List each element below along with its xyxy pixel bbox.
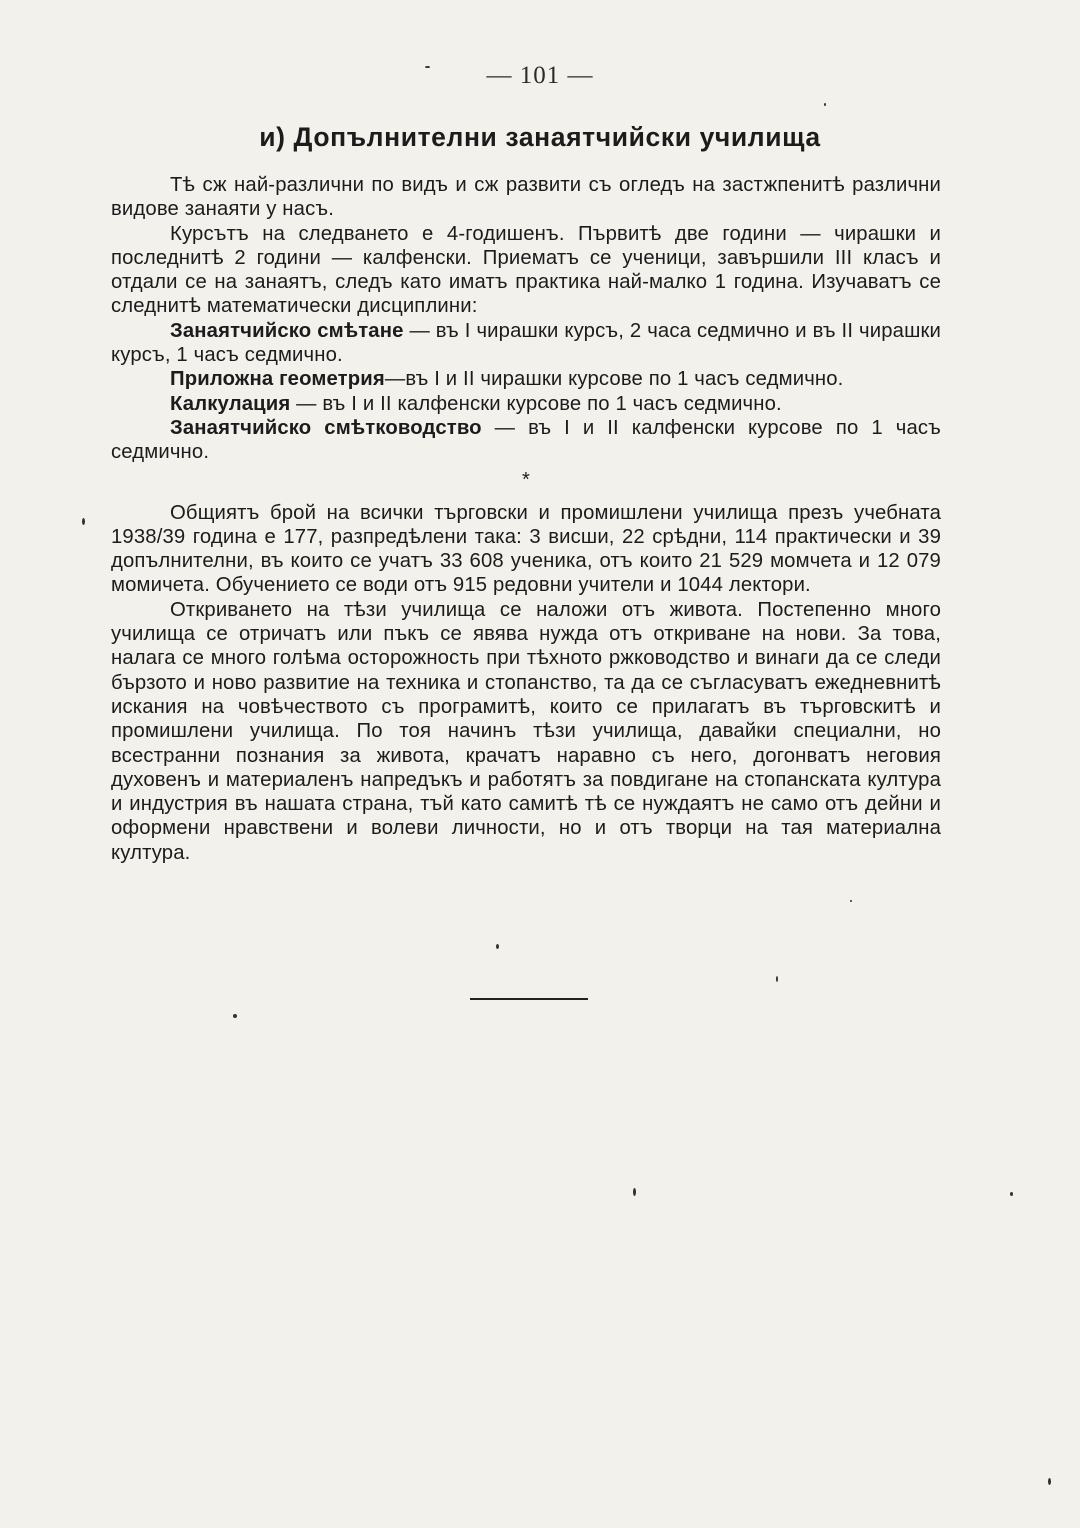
subject-term: Занаятчийско смѣтководство	[170, 416, 482, 439]
subject-description: — въ I и II калфенски курсове по 1 часъ седмично.	[290, 392, 782, 415]
page-number: — 101 —	[486, 62, 594, 89]
paragraph-statistics: Общиятъ брой на всички търговски и промишлени училища презъ учебната 1938/39 година е 177, разпредѣлени така: 3 висши, 22 срѣдни, 114 практически и 39 допълнителни, въ които се учатъ 33 608 ученика, отъ които 21 529 момчета и 12 079 момичета. Обучението се води отъ 915 редовни учители и 1044 лектори.	[111, 501, 941, 597]
body-text	[111, 173, 941, 865]
paragraph-subject-crafts-reckoning	[111, 319, 941, 368]
paragraph-conclusion: Откриването на тѣзи училища се наложи отъ живота. Постепенно много училища се отричатъ или пъкъ се явява нужда отъ откриване на нови. За това, налага се много голѣма осторожность при тѣхното ржководство и винаги да се следи бързото и ново развитие на техника и стопанство, та да се съгласуватъ ежедневнитѣ искания на човѣчеството съ програмитѣ, които се прилагатъ въ търговскитѣ и промишлени училища. По тоя начинъ тѣзи училища, давайки специални, но всестранни познания за живота, крачатъ наравно съ него, догонватъ неговия духовенъ и материаленъ напредъкъ и работятъ за повдигане на стопанската култура и индустрия въ нашата страна, тъй като самитѣ тѣ се нуждаятъ не само отъ дейни и оформени нравствени и волеви личности, но и отъ творци на тая материална култура.	[111, 598, 941, 864]
paragraph-subject-calculation	[111, 392, 941, 416]
scan-speck	[233, 1014, 237, 1018]
subject-term: Занаятчийско смѣтане	[170, 319, 404, 342]
subject-description: — въ I чирашки курсъ, 2 часа седмично и въ II чирашки курсъ, 1 часъ седмично.	[111, 319, 942, 367]
paragraph-subject-applied-geometry	[111, 367, 941, 391]
section-heading: и) Допълнителни занаятчийски училища	[259, 122, 821, 152]
scan-speck	[82, 518, 85, 525]
scan-speck	[824, 103, 826, 106]
subject-description: —въ I и II чирашки курсове по 1 часъ седмично.	[384, 368, 844, 391]
scan-speck	[425, 66, 430, 68]
scan-speck	[776, 976, 778, 982]
scan-speck	[496, 944, 499, 949]
scan-speck	[633, 1188, 636, 1196]
subject-term: Калкулация	[170, 392, 291, 415]
section-separator-asterisk: *	[522, 468, 530, 491]
paragraph-subject-bookkeeping	[111, 416, 941, 465]
scan-speck	[1048, 1478, 1051, 1485]
paragraph-course: Курсътъ на следването е 4-годишенъ. Първитѣ две години — чирашки и последнитѣ 2 години — калфенски. Приематъ се ученици, завършили III класъ и отдали се на занаятъ, следъ като иматъ практика най-малко 1 година. Изучаватъ се следнитѣ математически дисциплини:	[111, 222, 941, 318]
subject-term: Приложна геометрия	[170, 368, 385, 391]
scan-speck	[850, 900, 852, 902]
subject-description: — въ I и II калфенски курсове по 1 часъ седмично.	[111, 416, 941, 464]
end-rule	[470, 998, 588, 1000]
scan-speck	[1010, 1192, 1013, 1196]
paragraph-intro: Тѣ сж най-различни по видъ и сж развити съ огледъ на застжпенитѣ различни видове занаяти у насъ.	[111, 174, 941, 221]
